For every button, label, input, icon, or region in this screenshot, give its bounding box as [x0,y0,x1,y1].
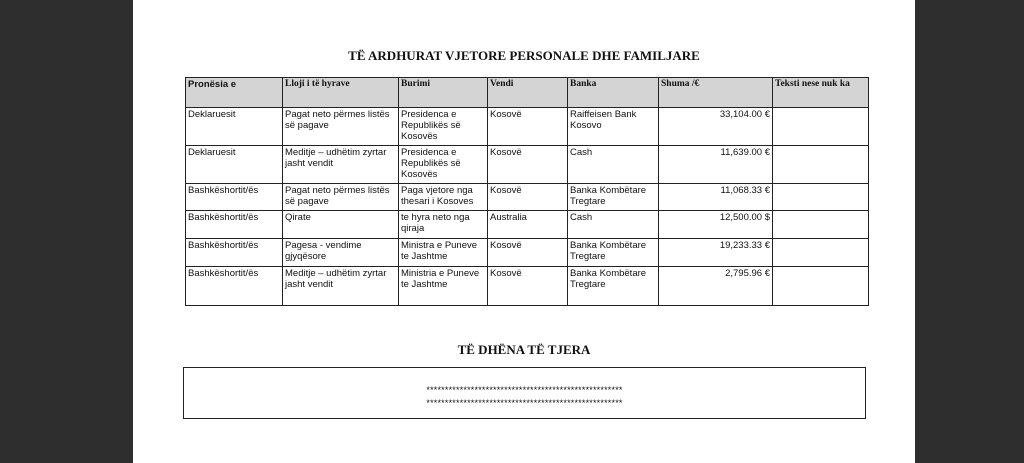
cell-bank: Banka Kombëtare Tregtare [568,239,659,267]
header-bank: Banka [568,78,659,108]
table-row [186,146,869,184]
cell-income-type: Meditje – udhëtim zyrtar jasht vendit [283,146,399,184]
income-table [185,77,869,306]
cell-income-type: Pagesa - vendime gjyqësore [283,239,399,267]
cell-country: Australia [488,211,568,239]
cell-note [773,108,869,146]
cell-source: te hyra neto nga qiraja [399,211,488,239]
cell-amount: 11,639.00 € [659,146,773,184]
table-row [186,184,869,211]
cell-country: Kosovë [488,108,568,146]
cell-source: Paga vjetore nga thesari i Kosoves [399,184,488,211]
cell-source: Presidenca e Republikës së Kosovës [399,146,488,184]
cell-amount: 2,795.96 € [659,267,773,306]
cell-note [773,267,869,306]
cell-ownership: Bashkëshortit/ës [186,267,283,306]
table-row [186,108,869,146]
header-ownership: Pronësia e [186,78,283,108]
cell-source: Presidenca e Republikës së Kosovës [399,108,488,146]
cell-amount: 33,104.00 € [659,108,773,146]
other-data-title: TË DHËNA TË TJERA [457,342,591,357]
cell-country: Kosovë [488,239,568,267]
header-income-type: Lloji i të hyrave [283,78,399,108]
cell-ownership: Deklaruesit [186,146,283,184]
cell-bank: Banka Kombëtare Tregtare [568,184,659,211]
cell-bank: Cash [568,211,659,239]
table-row [186,239,869,267]
cell-source: Ministria e Puneve te Jashtme [399,267,488,306]
cell-income-type: Pagat neto përmes listës së pagave [283,108,399,146]
cell-ownership: Deklaruesit [186,108,283,146]
cell-country: Kosovë [488,146,568,184]
cell-ownership: Bashkëshortit/ës [186,211,283,239]
cell-ownership: Bashkëshortit/ës [186,184,283,211]
cell-income-type: Qirate [283,211,399,239]
cell-amount: 11,068.33 € [659,184,773,211]
header-amount: Shuma /€ [659,78,773,108]
header-note: Teksti nese nuk ka [773,78,869,108]
cell-note [773,239,869,267]
table-row [186,267,869,306]
other-data-box [183,367,866,419]
cell-note [773,146,869,184]
table-header-row [186,78,869,108]
document-title: TË ARDHURAT VJETORE PERSONALE DHE FAMILJARE [348,48,700,63]
cell-ownership: Bashkëshortit/ës [186,239,283,267]
cell-country: Kosovë [488,184,568,211]
document-page [133,0,915,463]
cell-note [773,211,869,239]
cell-note [773,184,869,211]
cell-bank: Raiffeisen Bank Kosovo [568,108,659,146]
cell-bank: Cash [568,146,659,184]
cell-source: Ministra e Puneve te Jashtme [399,239,488,267]
header-source: Burimi [399,78,488,108]
header-country: Vendi [488,78,568,108]
redacted-line: ***************************************************** [426,398,623,408]
cell-amount: 12,500.00 $ [659,211,773,239]
cell-bank: Banka Kombëtare Tregtare [568,267,659,306]
table-row [186,211,869,239]
cell-country: Kosovë [488,267,568,306]
cell-amount: 19,233.33 € [659,239,773,267]
redacted-line: ***************************************************** [426,385,623,395]
cell-income-type: Meditje – udhëtim zyrtar jasht vendit [283,267,399,306]
cell-income-type: Pagat neto përmes listës së pagave [283,184,399,211]
